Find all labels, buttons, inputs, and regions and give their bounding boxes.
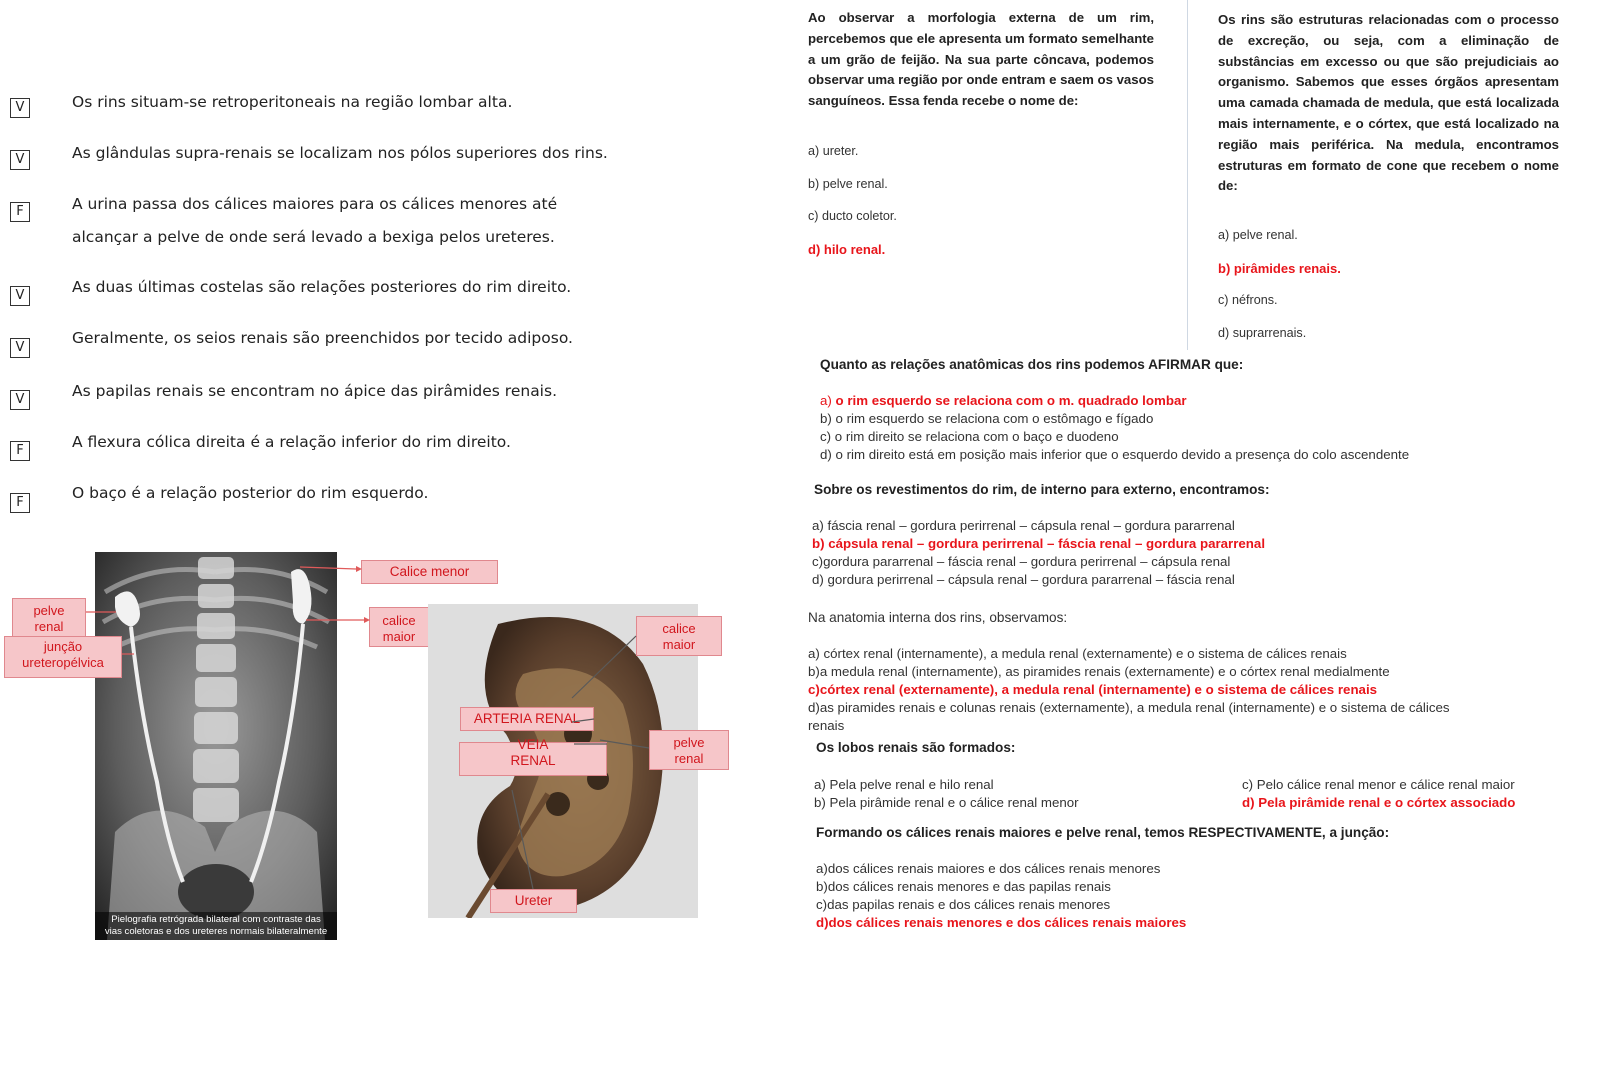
answer-box: F xyxy=(10,493,30,513)
q5-option-a: a) córtex renal (internamente), a medula renal (externamente) e o sistema de cálices renais xyxy=(808,646,1347,661)
q3-option-a-correct xyxy=(820,392,1409,410)
q6-option-b: b) Pela pirâmide renal e o cálice renal menor xyxy=(814,795,1079,810)
answer-box: V xyxy=(10,390,30,410)
answer-box: V xyxy=(10,150,30,170)
answer-box: V xyxy=(10,98,30,118)
label-line: maior xyxy=(662,637,696,652)
tf-statement-continued: alcançar a pelve de onde será levado a bexiga pelos ureteres. xyxy=(72,228,555,246)
option-text: o rim esquerdo se relaciona com o m. quadrado lombar xyxy=(835,393,1187,408)
label-line: pelve xyxy=(33,603,65,618)
tf-statement: A urina passa dos cálices maiores para os cálices menores até xyxy=(72,195,558,213)
q6-option-a: a) Pela pelve renal e hilo renal xyxy=(814,777,994,792)
label-line: maior xyxy=(382,629,416,644)
q7-option-c: c)das papilas renais e dos cálices renais menores xyxy=(816,897,1111,912)
answer-box: F xyxy=(10,202,30,222)
q6-option-c: c) Pelo cálice renal menor e cálice renal maior xyxy=(1242,777,1515,792)
question-6-options-left xyxy=(814,776,1079,812)
answer-box: V xyxy=(10,286,30,306)
q6-option-d-correct: d) Pela pirâmide renal e o córtex associado xyxy=(1242,795,1516,810)
q5-option-c-correct: c)córtex renal (externamente), a medula renal (internamente) e o sistema de cálices renais xyxy=(808,682,1378,697)
label-line: junção xyxy=(43,639,83,654)
answer-box: F xyxy=(10,441,30,461)
label-line: renal xyxy=(34,619,64,634)
q2-option-b-correct: b) pirâmides renais. xyxy=(1218,261,1341,276)
q2-option-d: d) suprarrenais. xyxy=(1218,326,1307,340)
q5-option-b: b)a medula renal (internamente), as piramides renais (externamente) e o córtex renal medialmente xyxy=(808,664,1390,679)
caption-line: Pielografia retrógrada bilateral com contraste das xyxy=(111,914,321,925)
q3-option-c: c) o rim direito se relaciona com o baço e duodeno xyxy=(820,429,1119,444)
label-line: ureteropélvica xyxy=(22,655,104,670)
q2-option-a: a) pelve renal. xyxy=(1218,228,1298,242)
question-5-stem: Na anatomia interna dos rins, observamos: xyxy=(808,610,1068,625)
label-line: calice xyxy=(382,613,416,628)
question-6-stem: Os lobos renais são formados: xyxy=(816,740,1016,755)
q7-option-b: b)dos cálices renais menores e das papilas renais xyxy=(816,879,1111,894)
q1-option-d-correct: d) hilo renal. xyxy=(808,242,886,257)
question-6-options-right xyxy=(1242,776,1515,812)
q3-option-d: d) o rim direito está em posição mais inferior que o esquerdo devido a presença do colo ascendente xyxy=(820,447,1410,462)
label-arteria-renal: ARTERIA RENAL xyxy=(460,707,594,731)
q4-option-c: c)gordura pararrenal – fáscia renal – gordura perirrenal – cápsula renal xyxy=(812,554,1231,569)
label-calice-menor: Calice menor xyxy=(361,560,498,584)
q1-option-c: c) ducto coletor. xyxy=(808,209,897,223)
q5-option-d: d)as piramides renais e colunas renais (externamente), a medula renal (internamente) e o sistema de cálices xyxy=(808,700,1450,715)
label-line: renal xyxy=(674,751,704,766)
tf-statement: As papilas renais se encontram no ápice das pirâmides renais. xyxy=(72,382,557,400)
q4-option-b-correct: b) cápsula renal – gordura perirrenal – fáscia renal – gordura pararrenal xyxy=(812,536,1266,551)
tf-statement: Os rins situam-se retroperitoneais na região lombar alta. xyxy=(72,93,513,111)
q5-option-d-continued: renais xyxy=(808,718,845,733)
question-5-options xyxy=(808,645,1450,735)
question-1-stem: Ao observar a morfologia externa de um rim, percebemos que ele apresenta um formato semelhante a um grão de feijão. Na sua parte côncava, podemos observar uma região por onde entram e saem os vasos sanguíneos. Essa fenda recebe o nome de: xyxy=(808,10,1154,109)
question-3-stem: Quanto as relações anatômicas dos rins podemos AFIRMAR que: xyxy=(820,357,1244,372)
label-line: RENAL xyxy=(510,753,556,768)
q7-option-a: a)dos cálices renais maiores e dos cálices renais menores xyxy=(816,861,1161,876)
tf-statement: As glândulas supra-renais se localizam nos pólos superiores dos rins. xyxy=(72,144,608,162)
q1-option-a: a) ureter. xyxy=(808,144,859,158)
column-divider xyxy=(1187,0,1188,350)
question-4-options xyxy=(812,517,1265,589)
q3-option-b: b) o rim esquerdo se relaciona com o estômago e fígado xyxy=(820,411,1154,426)
label-line: VEIA xyxy=(517,737,549,752)
q7-option-d-correct: d)dos cálices renais menores e dos cálices renais maiores xyxy=(816,915,1187,930)
question-3-options xyxy=(820,392,1409,464)
option-prefix: a) xyxy=(820,393,836,408)
question-2-stem: Os rins são estruturas relacionadas com o processo de excreção, ou seja, com a eliminação de substâncias em excesso ou que são prejudiciais ao organismo. Sabemos que esses órgãos apresentam uma camada chamada de medula, que está localizada mais internamente, e o córtex, que está localizado na região mais periférica. Na medula, encontramos estruturas em formato de cone que recebem o nome de: xyxy=(1218,12,1559,194)
question-7-options xyxy=(816,860,1186,932)
caption-line: vias coletoras e dos ureteres normais bilateralmente xyxy=(104,926,328,937)
question-4-stem: Sobre os revestimentos do rim, de interno para externo, encontramos: xyxy=(814,482,1270,497)
specimen-leader-lines xyxy=(0,0,760,960)
tf-statement: Geralmente, os seios renais são preenchidos por tecido adiposo. xyxy=(72,329,573,347)
tf-statement: A flexura cólica direita é a relação inferior do rim direito. xyxy=(72,433,511,451)
answer-box: V xyxy=(10,338,30,358)
question-7-stem: Formando os cálices renais maiores e pelve renal, temos RESPECTIVAMENTE, a junção: xyxy=(816,825,1390,840)
label-line: pelve xyxy=(673,735,705,750)
tf-statement: As duas últimas costelas são relações posteriores do rim direito. xyxy=(72,278,572,296)
label-ureter: Ureter xyxy=(490,889,577,913)
label-line: calice xyxy=(662,621,696,636)
tf-statement: O baço é a relação posterior do rim esquerdo. xyxy=(72,484,429,502)
q4-option-d: d) gordura perirrenal – cápsula renal – gordura pararrenal – fáscia renal xyxy=(812,572,1235,587)
q4-option-a: a) fáscia renal – gordura perirrenal – cápsula renal – gordura pararrenal xyxy=(812,518,1235,533)
q2-option-c: c) néfrons. xyxy=(1218,293,1278,307)
q1-option-b: b) pelve renal. xyxy=(808,177,888,191)
